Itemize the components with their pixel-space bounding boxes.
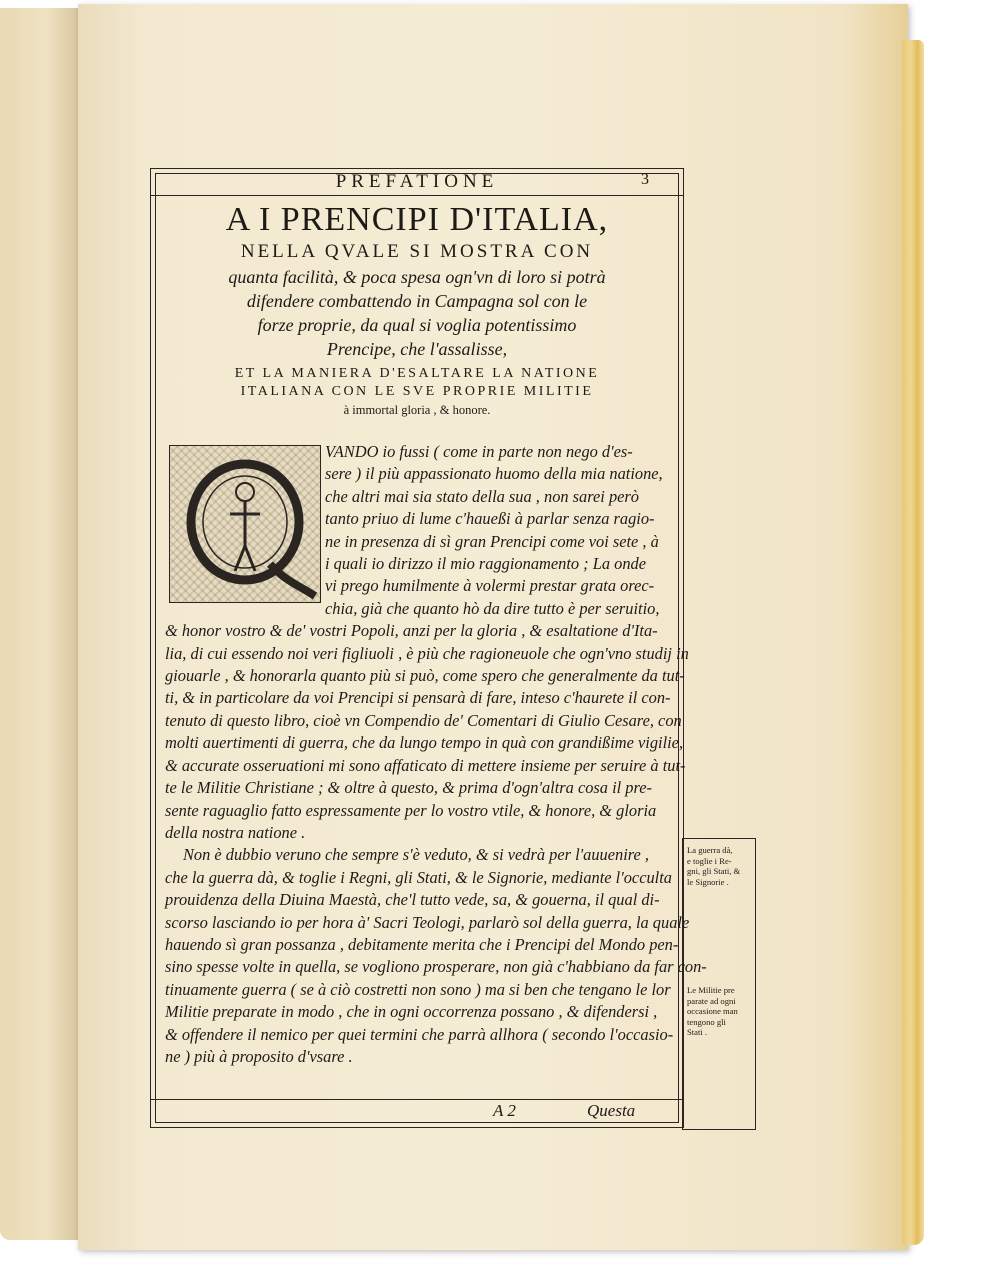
margin-note-line: parate ad ogni [687,995,736,1006]
body-line: giouarle , & honorarla quanto più si può, come spero che generalmente da tut- [165,666,685,686]
page-title: A I PRENCIPI D'ITALIA, [225,201,609,238]
body-line: vi prego humilmente à volermi prestar grata orec- [325,576,655,596]
second-heading-line: ITALIANA CON LE SVE PROPRIE MILITIE [240,384,594,399]
margin-note [687,985,757,1038]
body-line: sino spesse volte in quella, se vogliono prosperare, non già c'habbiano da far con- [165,957,707,977]
body-line: i quali io dirizzo il mio raggionamento ; La onde [325,554,646,574]
body-line: VANDO io fussi ( come in parte non nego d'es- [325,442,633,461]
body-line: lia, di cui essendo noi veri figliuoli , è più che ragioneuole che ogn'vno studij in [165,643,689,663]
body-line: scorso lasciando io per hora à' Sacri Teologi, parlarò sol della guerra, la quale [165,912,690,932]
body-line: prouidenza della Diuina Maestà, che'l tutto vede, sa, & gouerna, il qual di- [165,890,660,910]
body-line: che altri mai sia stato della sua , non sarei però [325,486,639,506]
body-line: tinuamente guerra ( se à ciò costretti non sono ) ma si ben che tengano le lor [165,979,671,999]
margin-note-line: gni, gli Stati, & [687,866,741,876]
body-line: chia, già che quanto hò da dire tutto è per seruitio, [325,598,660,618]
catchword: Questa [587,1101,636,1120]
margin-note [687,845,757,887]
body-line: & offendere il nemico per quei termini che parrà allhora ( secondo l'occasio- [165,1024,674,1044]
margin-notes-column [682,838,756,1130]
body-line: tanto priuo di lume c'haueßi à parlar senza ragio- [325,509,655,529]
margin-note-line: Stati . [687,1027,708,1037]
body-line: Non è dubbio veruno che sempre s'è veduto, & si vedrà per l'auuenire , [183,845,649,865]
second-heading-small: à immortal gloria , & honore. [343,403,491,417]
body-line: molti auertimenti di guerra, che da lungo tempo in quà con grandißime vigilie, [165,733,684,753]
body-line: ne ) più à proposito d'vsare . [165,1046,353,1066]
margin-note-line: La guerra dà, [687,845,733,855]
body-line: sente raguaglio fatto espressamente per lo vostro vtile, & honore, & gloria [165,800,657,820]
page-number: 3 [641,171,649,188]
body-line: della nostra natione . [165,822,306,842]
margin-note-line: tengono gli [687,1016,726,1027]
subtitle-block [181,265,653,361]
body-line: ne in presenza di sì gran Prencipi come voi sete , à [325,531,659,551]
body-line: & honor vostro & de' vostri Popoli, anzi per la gloria , & esaltatione d'Ita- [165,621,658,641]
body-line: tenuto di questo libro, cioè vn Compendio de' Comentari di Giulio Cesare, con [165,710,682,730]
body-line: Militie preparate in modo , che in ogni occorrenza possano , & difendersi , [165,1002,658,1022]
signature-mark: A 2 [493,1101,516,1120]
margin-note-line: occasione man [687,1006,738,1016]
body-line: ti, & in particolare da voi Prencipi si pensarà di fare, inteso c'haurete il con- [165,688,671,708]
foot-rule [151,1099,683,1100]
body-line: & accurate osseruationi mi sono affaticato di mettere insieme per seruire à tut- [165,755,686,775]
second-heading-line: ET LA MANIERA D'ESALTARE LA NATIONE [234,366,600,381]
subtitle-caps: NELLA QVALE SI MOSTRA CON [240,241,594,262]
page-fore-edge [902,40,924,1245]
body-line: sere ) il più appassionato huomo della mia natione, [325,464,663,484]
subtitle-line: difendere combattendo in Campagna sol con le [246,291,588,311]
footer-line [151,1101,683,1123]
facing-page-edge [0,8,79,1240]
margin-note-line: Le Militie pre [687,985,735,995]
running-head: PREFATIONE [335,171,499,192]
margin-note-line: le Signorie . [687,876,729,887]
second-heading [161,365,673,419]
body-line: che la guerra dà, & toglie i Regni, gli Stati, & le Signorie, mediante l'occulta [165,867,672,887]
margin-note-line: e toglie i Re- [687,855,732,866]
subtitle-line: forze proprie, da qual si voglia potentissimo [257,315,577,335]
body-line: hauendo sì gran possanza , debitamente merita che i Prencipi del Mondo pen- [165,934,679,954]
head-rule [151,195,683,196]
body-line: te le Militie Christiane ; & oltre à questo, & prima d'ogn'altra cosa il pre- [165,778,653,798]
subtitle-line: Prencipe, che l'assalisse, [326,339,508,359]
subtitle-line: quanta facilità, & poca spesa ogn'vn di loro si potrà [228,267,606,287]
